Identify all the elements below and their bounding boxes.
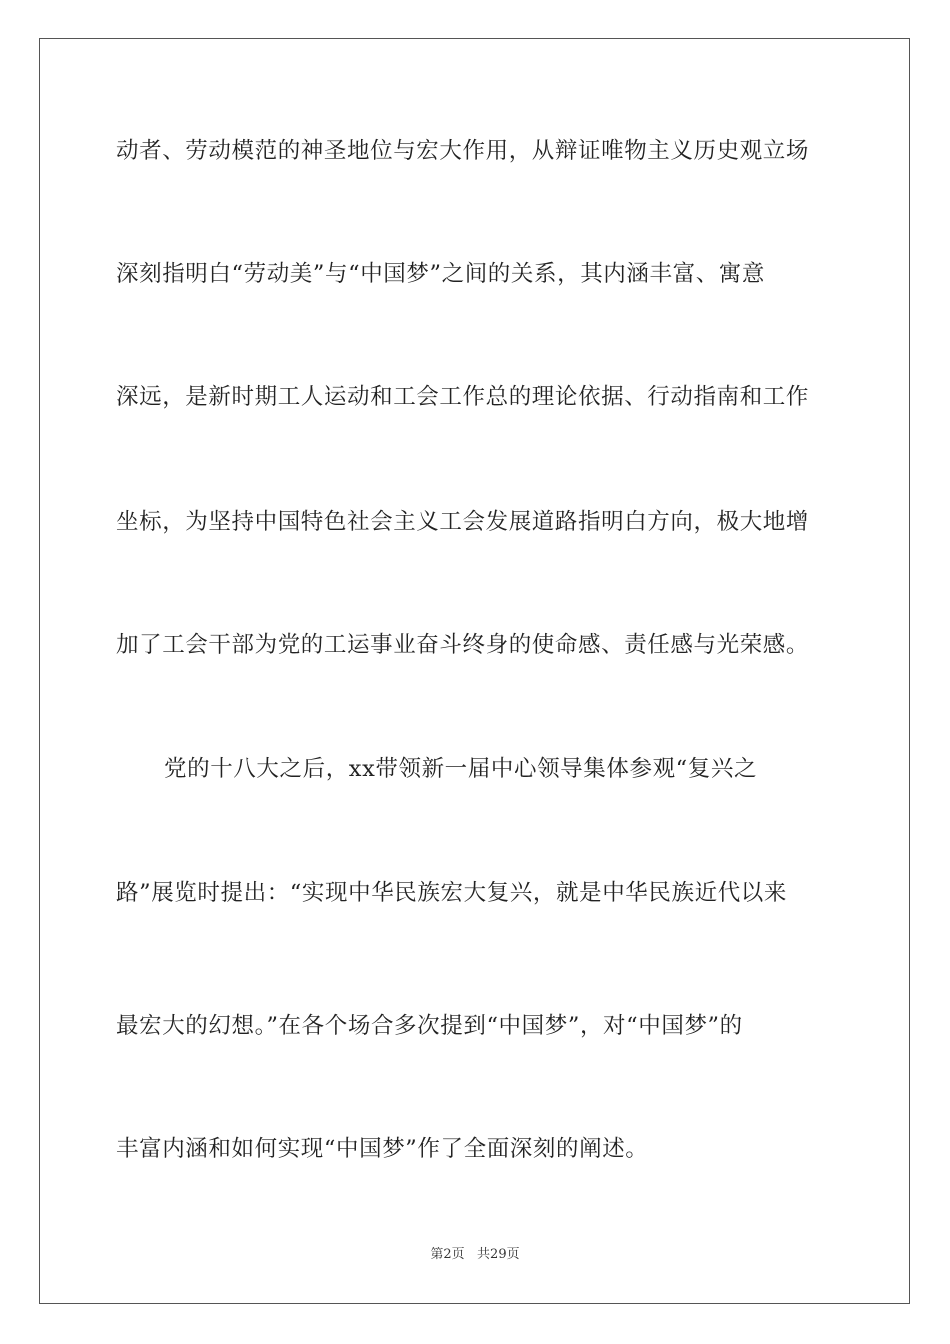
page-number-footer: 第2页 共29页 xyxy=(430,1247,520,1262)
body-line-2: 深刻指明白“劳动美”与“中国梦”之间的关系，其内涵丰富、寓意 xyxy=(116,261,766,287)
body-line-5: 加了工会干部为党的工运事业奋斗终身的使命感、责任感与光荣感。 xyxy=(116,632,810,658)
body-line-4: 坐标，为坚持中国特色社会主义工会发展道路指明白方向，极大地增 xyxy=(116,509,810,535)
body-line-9: 丰富内涵和如何实现“中国梦”作了全面深刻的阐述。 xyxy=(116,1136,649,1162)
body-line-1: 动者、劳动模范的神圣地位与宏大作用，从辩证唯物主义历史观立场 xyxy=(116,138,810,164)
paragraph-start-line: 党的十八大之后，xx带领新一届中心领导集体参观“复兴之 xyxy=(164,756,758,782)
body-line-7: 路”展览时提出：“实现中华民族宏大复兴，就是中华民族近代以来 xyxy=(116,880,788,906)
body-line-3: 深远，是新时期工人运动和工会工作总的理论依据、行动指南和工作 xyxy=(116,384,810,410)
body-line-8: 最宏大的幻想。”在各个场合多次提到“中国梦”，对“中国梦”的 xyxy=(116,1013,743,1039)
page-border xyxy=(39,38,910,1304)
